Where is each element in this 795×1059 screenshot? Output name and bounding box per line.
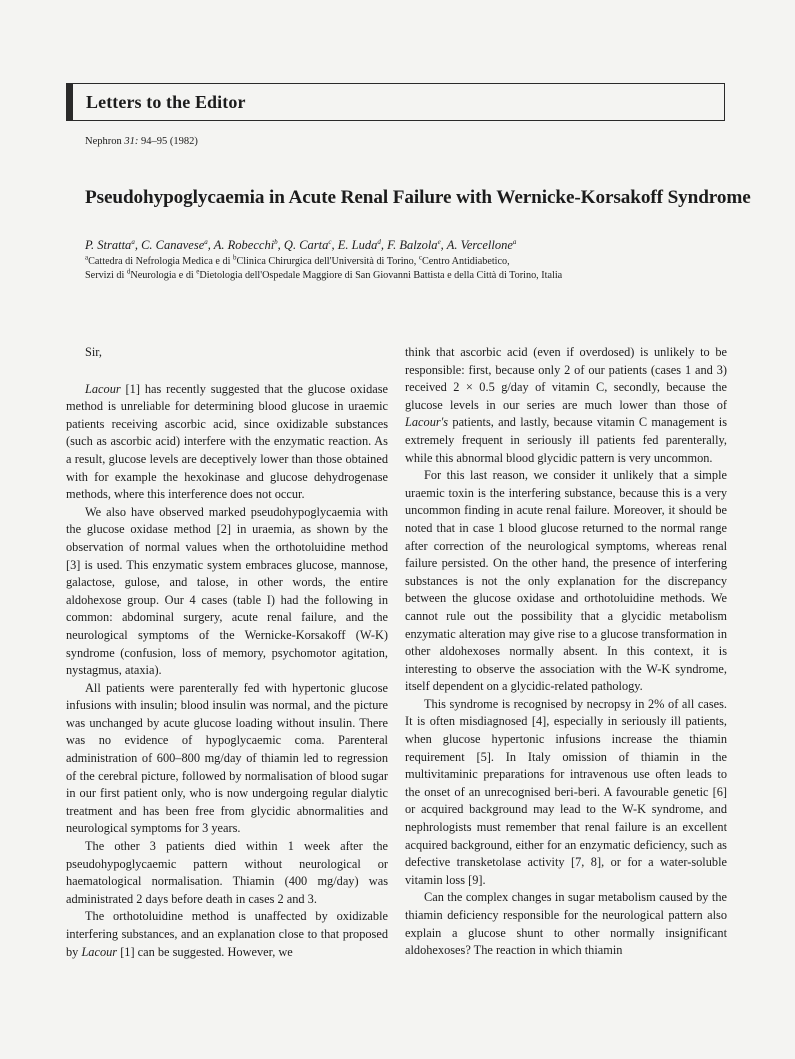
- paragraph: The other 3 patients died within 1 week after the pseudohypoglycaemic pattern without neurological or haematological normalisation. Thiamin (400 mg/day) was administrated 2 days before death in cases 2 and 3.: [66, 839, 388, 906]
- author: C. Canavese: [141, 238, 205, 252]
- article-title: Pseudohypoglycaemia in Acute Renal Failure with Wernicke-Korsakoff Syndrome: [85, 187, 751, 208]
- salutation: Sir,: [85, 345, 102, 359]
- body-column-left: [66, 344, 388, 961]
- author-list: P. Stratta$^a$, C. Canavese$^a$, A. Robecchi$^b$, Q. Carta$^c$, E. Luda$^d$, F. Balzola$^e$, A. Vercellone$^a$: [85, 237, 517, 252]
- paragraph: Can the complex changes in sugar metabolism caused by the thiamin deficiency responsible for the neurological pattern also explain a glucose shunt to other normally insignificant aldohexoses? The reaction in which thiamin: [405, 890, 727, 958]
- paragraph: The orthotoluidine method is unaffected by oxidizable interfering substances, and an explanation close to that proposed by Lacour [1] can be suggested. However, we: [66, 909, 388, 959]
- affiliation-line-2: Servizi di $^d$Neurologia e di $^e$Dietologia dell'Ospedale Maggiore di San Giovanni Battista e della Città di Torino, Italia: [85, 267, 563, 281]
- citation: [85, 136, 198, 147]
- journal-volume: 31:: [124, 136, 139, 147]
- paragraph: think that ascorbic acid (even if overdosed) is unlikely to be responsible: first, because only 2 of our patients (cases 1 and 3) received 2 × 0.5 g/day of vitamin C, secondly, because the glucose levels in our series are much lower than those of Lacour's patients, and lastly, because vitamin C management is extremely frequent in seriously ill patients fed parenterally, while this abnormal blood glycidic pattern is very uncommon.: [405, 345, 727, 465]
- affiliation-line-1: $^a$Cattedra di Nefrologia Medica e di $^b$Clinica Chirurgica dell'Università di Torino, $^c$Centro Antidiabetico,: [85, 253, 510, 267]
- section-title: Letters to the Editor: [86, 92, 246, 112]
- paragraph: All patients were parenterally fed with hypertonic glucose infusions with insulin; blood insulin was normal, and the picture was unchanged by acute glucose loading without insulin. There was no evidence of hypoglycaemic coma. Parenteral administration of 600–800 mg/day of thiamin led to regression of the cerebral picture, followed by normalisation of blood sugar in our first patient only, who is now undergoing regular dialytic treatment and has been free from glycidic abnormalities and neurological symptoms for 3 years.: [66, 680, 388, 836]
- journal-pages: 94–95 (1982): [141, 136, 198, 147]
- body-column-right: [405, 344, 727, 960]
- author: A. Robecchi: [213, 238, 275, 252]
- author: A. Vercellone: [446, 238, 513, 252]
- paragraph: This syndrome is recognised by necropsy in 2% of all cases. It is often misdiagnosed [4], especially in seriously ill patients, when glucose hypertonic infusions increase the thiamin requirement [5]. In Italy omission of thiamin in the multivitaminic preparations for intravenous use often leads to the onset of an unrecognised beri-beri. A favourable genetic [6] or acquired background may lead to the W-K syndrome, and nephrologists must remember that renal failure is an excellent acquired background, either for an enzymatic deficiency, such as defective transketolase activity [7, 8], or for a water-soluble vitamin loss [9].: [405, 696, 727, 887]
- author: F. Balzola: [387, 238, 438, 252]
- author: Q. Carta: [283, 238, 329, 252]
- paragraph: Lacour [1] has recently suggested that the glucose oxidase method is unreliable for determining blood glucose in uraemic patients receiving ascorbic acid, since oxidizable substances (such as ascorbic acid) interfere with the enzymatic reaction. As a result, glucose levels are deceptively lower than those obtained with for example the hexokinase and glucose dehydrogenase methods, where this interference does not occur.: [66, 381, 388, 502]
- author: P. Stratta: [85, 238, 132, 252]
- section-header: [66, 83, 725, 121]
- author: E. Luda: [337, 238, 378, 252]
- paragraph: For this last reason, we consider it unlikely that a simple uraemic toxin is the interfering substance, because this is a very uncommon finding in acute renal failure. Moreover, it should be noted that in case 1 blood glucose returned to the normal range after correction of the neurological symptoms, whereas renal failure persisted. On the other hand, the presence of interfering substances is not the only explanation for the discrepancy between the glucose oxidase and orthotoluidine methods. We cannot rule out the possibility that a glycidic metabolism enzymatic alteration may give rise to a glucose transformation in other aldohexoses normally absent. In this context, it is interesting to observe the association with the W-K syndrome, itself dependent on a glycidic-related pathology.: [405, 468, 727, 694]
- journal-name: Nephron: [85, 136, 122, 147]
- section-bar: [67, 84, 73, 120]
- paragraph: We also have observed marked pseudohypoglycaemia with the glucose oxidase method [2] in uraemia, as shown by the observation of normal values when the orthotoluidine method [3] is used. This enzymatic system embraces glucose, mannose, galactose, gulose, and talose, in other words, the entire aldohexose group. Our 4 cases (table I) had the following in common: abdominal surgery, acute renal failure, and the neurological symptoms of the Wernicke-Korsakoff (W-K) syndrome (confusion, loss of memory, psychomotor agitation, nystagmus, ataxia).: [66, 504, 388, 678]
